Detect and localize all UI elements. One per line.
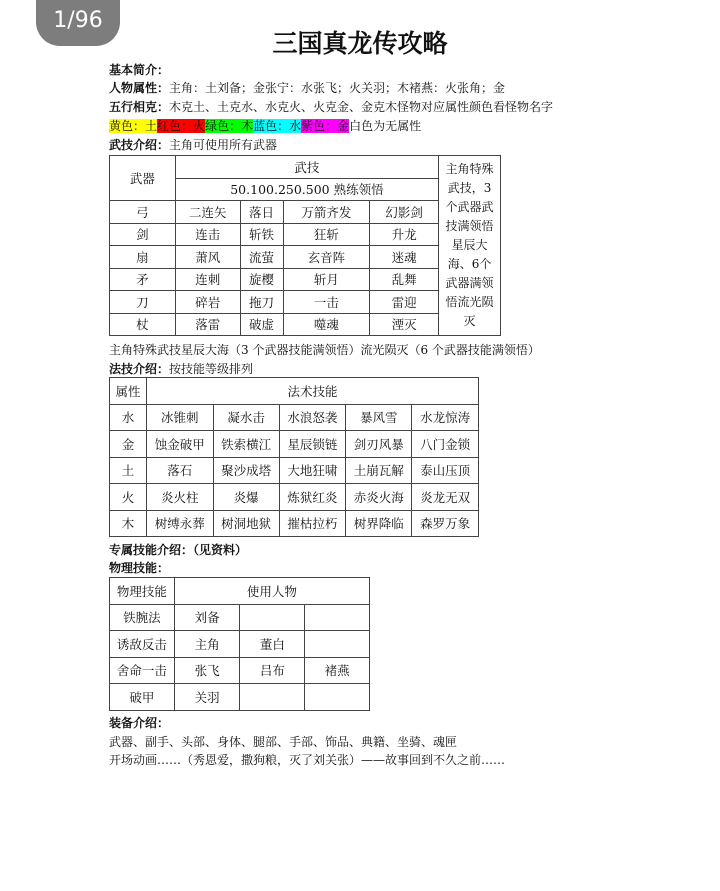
attribute-name: 火	[110, 484, 147, 511]
wuxing-label: 五行相克：	[109, 100, 170, 114]
users-column-header: 使用人物	[174, 578, 369, 605]
physical-skill: 破甲	[110, 684, 175, 711]
magic-skill: 森罗万象	[412, 510, 479, 537]
faji-heading: 法技介绍：	[109, 362, 170, 376]
physical-column-header: 物理技能	[110, 578, 175, 605]
magic-skill: 赤炎火海	[346, 484, 412, 511]
skill-user	[305, 631, 370, 658]
weapon-skill: 万箭齐发	[283, 201, 370, 224]
weapon-skill: 二连矢	[175, 201, 240, 224]
weapon-skill-table	[109, 155, 501, 336]
color-legend-item: 火	[193, 119, 206, 133]
magic-skill: 星辰锁链	[279, 431, 346, 458]
table-row	[110, 431, 479, 458]
magic-skill: 水龙惊涛	[412, 404, 479, 431]
weapon-skill: 一击	[283, 291, 370, 314]
magic-skill-table	[109, 377, 479, 537]
weapon-skill: 落雷	[175, 313, 240, 336]
attribute-column-header: 属性	[110, 378, 147, 405]
physical-skill: 舍命一击	[110, 657, 175, 684]
attr-label: 人物属性：	[109, 81, 170, 95]
skill-user: 主角	[174, 631, 240, 658]
weapon-skill: 升龙	[370, 223, 439, 246]
magic-skill: 炎火柱	[146, 484, 213, 511]
magic-skill: 树洞地狱	[213, 510, 279, 537]
weapon-skill: 连击	[175, 223, 240, 246]
table-row	[110, 484, 479, 511]
color-legend-item: 金	[337, 119, 350, 133]
table-row	[110, 684, 370, 711]
table-row	[110, 657, 370, 684]
skill-user	[240, 684, 305, 711]
weapon-name: 扇	[110, 246, 176, 269]
magic-column-header: 法术技能	[146, 378, 478, 405]
weapon-skill: 碎岩	[175, 291, 240, 314]
weapon-skill: 乱舞	[370, 268, 439, 291]
skill-user: 张飞	[174, 657, 240, 684]
weapon-skill: 湮灭	[370, 313, 439, 336]
skill-user: 褚燕	[305, 657, 370, 684]
magic-skill: 树界降临	[346, 510, 412, 537]
magic-skill: 大地狂啸	[279, 457, 346, 484]
weapon-name: 弓	[110, 201, 176, 224]
weapon-name: 矛	[110, 268, 176, 291]
weapon-skill: 流萤	[240, 246, 283, 269]
magic-skill: 冰锥刺	[146, 404, 213, 431]
magic-skill: 炼狱红炎	[279, 484, 346, 511]
skill-user: 刘备	[174, 604, 240, 631]
magic-skill: 蚀金破甲	[146, 431, 213, 458]
table-row	[110, 404, 479, 431]
weapon-skill: 噬魂	[283, 313, 370, 336]
color-legend-item: 紫色：	[301, 119, 338, 133]
magic-skill: 剑刃风暴	[346, 431, 412, 458]
weapon-skill: 连刺	[175, 268, 240, 291]
skill-user	[305, 684, 370, 711]
attribute-name: 金	[110, 431, 147, 458]
wuxing-text: 木克土、土克水、水克火、火克金、金克木怪物对应属性颜色看怪物名字	[169, 100, 554, 114]
weapon-skill: 斩铁	[240, 223, 283, 246]
attr-line	[109, 80, 505, 96]
weapon-skill: 幻影剑	[370, 201, 439, 224]
magic-skill: 水浪怒袭	[279, 404, 346, 431]
weapon-name: 剑	[110, 223, 176, 246]
weapon-name: 刀	[110, 291, 176, 314]
magic-skill: 凝水击	[213, 404, 279, 431]
wuli-heading: 物理技能：	[109, 561, 170, 575]
weapon-skill: 萧风	[175, 246, 240, 269]
skill-user: 吕布	[240, 657, 305, 684]
page-title: 三国真龙传攻略	[272, 29, 448, 58]
table-row	[110, 631, 370, 658]
table-row	[110, 604, 370, 631]
zhuangbei-list: 武器、副手、头部、身体、腿部、手部、饰品、典籍、坐骑、魂匣	[109, 735, 458, 749]
skill-user	[240, 604, 305, 631]
faji-heading-line	[109, 361, 253, 377]
magic-skill: 炎龙无双	[412, 484, 479, 511]
skill-user: 关羽	[174, 684, 240, 711]
attribute-name: 水	[110, 404, 147, 431]
magic-skill: 铁索横江	[213, 431, 279, 458]
weapon-skill: 迷魂	[370, 246, 439, 269]
weapon-skill: 落日	[240, 201, 283, 224]
wuxing-line	[109, 99, 553, 115]
basic-heading: 基本简介：	[109, 63, 170, 77]
magic-skill: 聚沙成塔	[213, 457, 279, 484]
weapon-skill: 拖刀	[240, 291, 283, 314]
zhuangbei-heading: 装备介绍：	[109, 716, 170, 730]
table-row	[110, 510, 479, 537]
weapon-skill: 斩月	[283, 268, 370, 291]
wuji-heading: 武技介绍：	[109, 138, 170, 152]
physical-skill-table	[109, 577, 370, 711]
weapon-skill: 狂斩	[283, 223, 370, 246]
table-row	[110, 457, 479, 484]
color-legend-line	[109, 118, 421, 134]
wuji-heading-line	[109, 137, 277, 153]
skill-user: 董白	[240, 631, 305, 658]
color-legend-item: 绿色：	[205, 119, 242, 133]
ending-text: 开场动画……（秀恩爱，撒狗粮，灭了刘关张）——故事回到不久之前……	[109, 753, 506, 767]
magic-skill: 落石	[146, 457, 213, 484]
wuji-footnote: 主角特殊武技星辰大海（3 个武器技能满领悟）流光陨灭（6 个武器技能满领悟）	[109, 343, 540, 357]
weapon-column-header: 武器	[110, 156, 176, 201]
magic-skill: 泰山压顶	[412, 457, 479, 484]
weapon-skill: 雷迎	[370, 291, 439, 314]
color-legend-tail: 白色为无属性	[349, 119, 422, 133]
magic-skill: 炎爆	[213, 484, 279, 511]
magic-skill: 树缚永葬	[146, 510, 213, 537]
color-legend-item: 蓝色：	[253, 119, 290, 133]
physical-skill: 诱敌反击	[110, 631, 175, 658]
zhuanshu-heading: 专属技能介绍：（见资料）	[109, 543, 248, 557]
magic-skill: 暴风雪	[346, 404, 412, 431]
page-counter: 1/96	[36, 0, 120, 46]
weapon-skill: 破虚	[240, 313, 283, 336]
physical-skill: 铁腕法	[110, 604, 175, 631]
attribute-name: 木	[110, 510, 147, 537]
attr-text: 主角：土刘备；金张宁：水张飞；火关羽；木褚燕：火张角；金	[169, 81, 506, 95]
magic-skill: 八门金锁	[412, 431, 479, 458]
skill-user	[305, 604, 370, 631]
weapon-skill: 玄音阵	[283, 246, 370, 269]
color-legend-item: 木	[241, 119, 254, 133]
skill-column-header: 武技	[175, 156, 438, 179]
faji-intro: 按技能等级排列	[169, 362, 254, 376]
color-legend-item: 土	[145, 119, 158, 133]
attribute-name: 土	[110, 457, 147, 484]
magic-skill: 摧枯拉朽	[279, 510, 346, 537]
magic-skill: 土崩瓦解	[346, 457, 412, 484]
weapon-name: 杖	[110, 313, 176, 336]
color-legend-item: 黄色：	[109, 119, 146, 133]
proficiency-header: 50.100.250.500 熟练领悟	[175, 178, 438, 201]
color-legend-item: 水	[289, 119, 302, 133]
wuji-intro: 主角可使用所有武器	[169, 138, 278, 152]
color-legend-item: 红色：	[157, 119, 194, 133]
weapon-skill: 旋樱	[240, 268, 283, 291]
special-skill-note: 主角特殊武技，3个武器武技满领悟星辰大海、6个武器满领悟流光陨灭	[439, 156, 501, 336]
